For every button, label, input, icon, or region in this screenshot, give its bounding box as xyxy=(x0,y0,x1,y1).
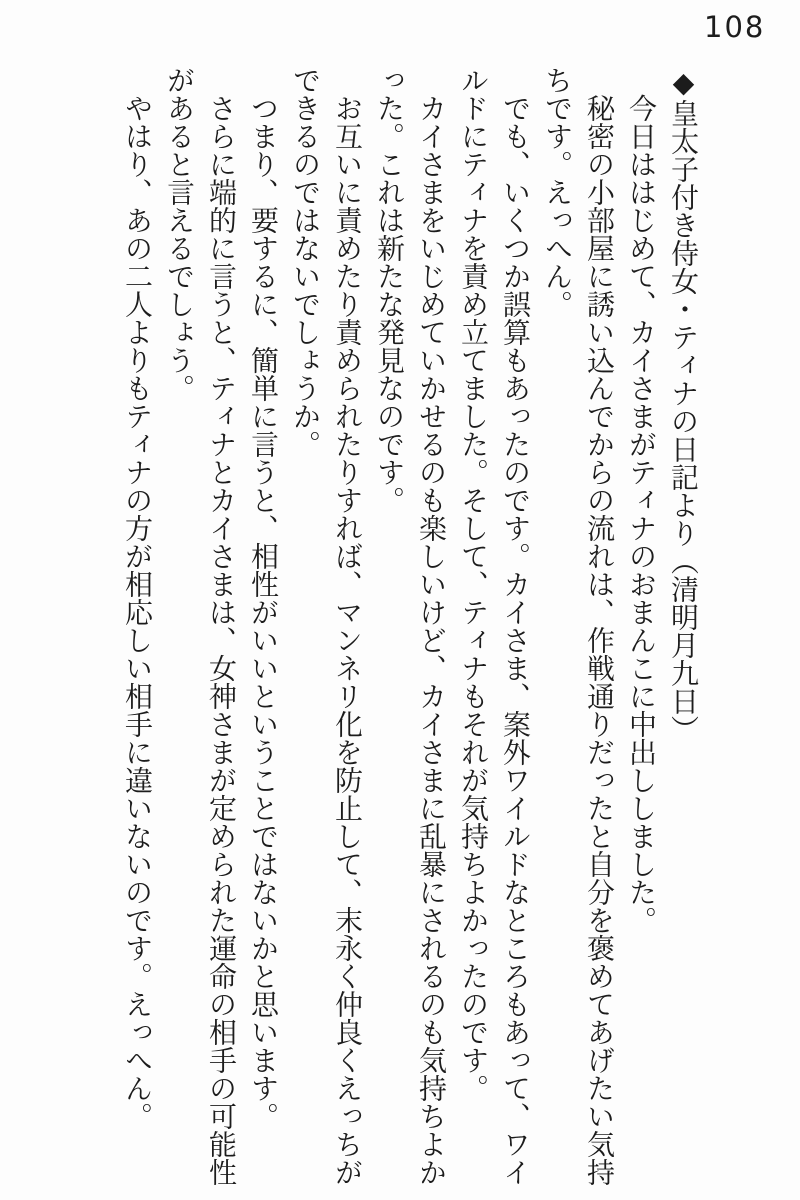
paragraph-7: さらに端的に言うと、ティナとカイさまは、女神さまが定められた運命の相手の可能性があると言えるでしょう。 xyxy=(163,66,238,1186)
paragraph-5: お互いに責めたり責められたりすれば、マンネリ化を防止して、末永く仲良くえっちができるのではないでしょうか。 xyxy=(289,66,364,1186)
paragraph-2: 秘密の小部屋に誘い込んでからの流れは、作戦通りだったと自分を褒めてあげたい気持ちです。えっへん。 xyxy=(541,66,616,1186)
paragraph-8: やはり、あの二人よりもティナの方が相応しい相手に違いないのです。えっへん。 xyxy=(121,94,154,1130)
section-heading: ◆皇太子付き侍女・ティナの日記より（清明月九日） xyxy=(667,66,700,743)
paragraph-3: でも、いくつか誤算もあったのです。カイさま、案外ワイルドなところもあって、ワイルドにティナを責め立てました。そして、ティナもそれが気持ちよかったのです。 xyxy=(457,66,532,1186)
text-block xyxy=(116,66,704,1186)
paragraph-6: つまり、要するに、簡単に言うと、相性がいいということではないかと思います。 xyxy=(247,94,280,1130)
page-number: 108 xyxy=(704,10,766,44)
paragraph-1: 今日ははじめて、カイさまがティナのおまんこに中出ししました。 xyxy=(625,94,658,934)
paragraph-4: カイさまをいじめていかせるのも楽しいけど、カイさまに乱暴にされるのも気持ちよかった。これは新たな発見なのです。 xyxy=(373,66,448,1186)
